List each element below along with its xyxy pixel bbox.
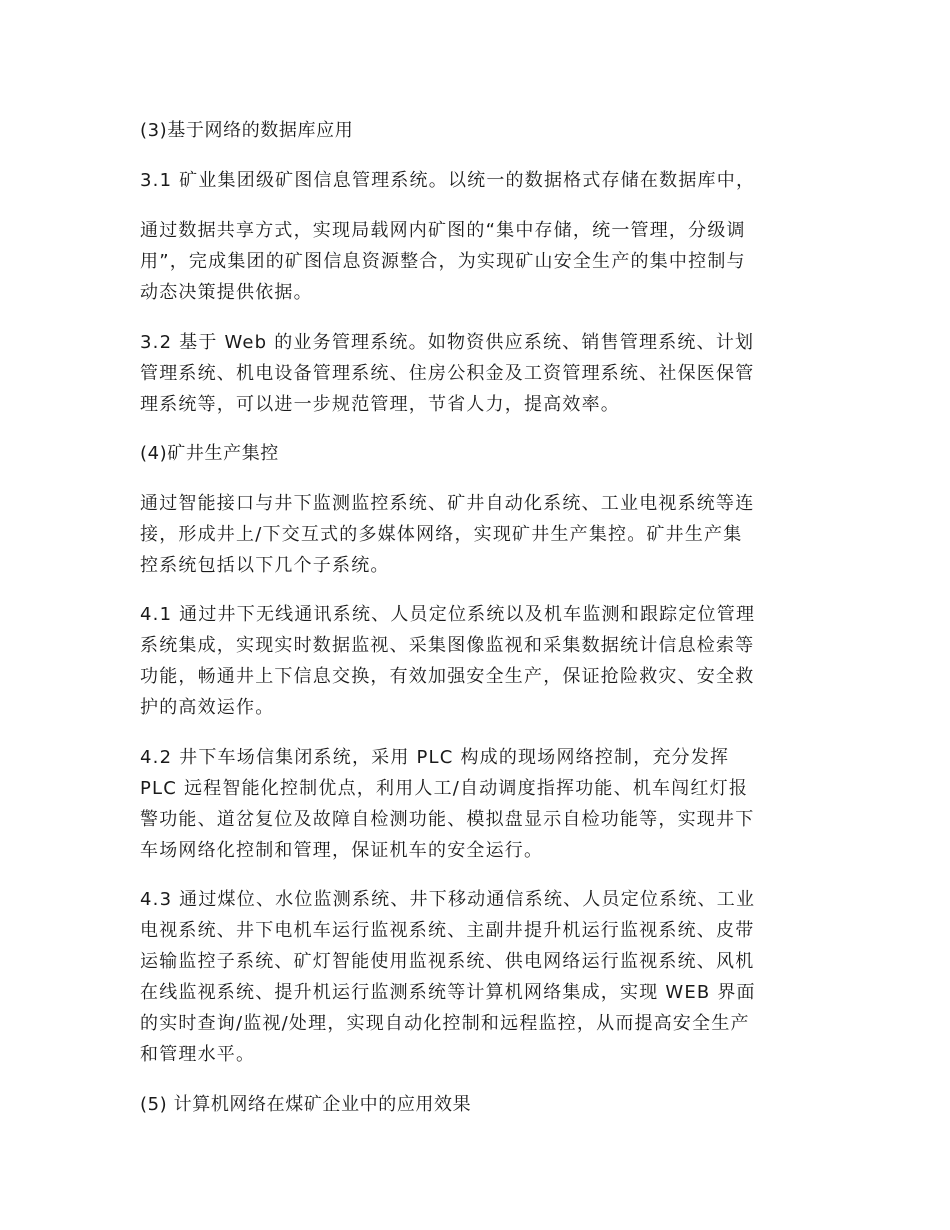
paragraph-line: 运输监控子系统、矿灯智能使用监视系统、供电网络运行监视系统、风机 — [140, 951, 755, 972]
paragraph-line: 车场网络化控制和管理，保证机车的安全运行。 — [140, 840, 544, 861]
paragraph-line: 接，形成井上/下交互式的多媒体网络，实现矿井生产集控。矿井生产集 — [140, 524, 743, 545]
paragraph-line: 在线监视系统、提升机运行监测系统等计算机网络集成，实现 WEB 界面 — [140, 982, 756, 1003]
paragraph-line: 管理系统、机电设备管理系统、住房公积金及工资管理系统、社保医保管 — [140, 363, 755, 384]
paragraph-line: 的实时查询/监视/处理，实现自动化控制和远程监控，从而提高安全生产 — [140, 1013, 750, 1034]
paragraph-line: 动态决策提供依据。 — [140, 282, 313, 303]
section-heading-5: (5) 计算机网络在煤矿企业中的应用效果 — [140, 1094, 472, 1115]
paragraph-line: PLC 远程智能化控制优点，利用人工/自动调度指挥功能、机车闯红灯报 — [140, 778, 749, 799]
paragraph-line: 控系统包括以下几个子系统。 — [140, 555, 390, 576]
section-heading-3: (3)基于网络的数据库应用 — [140, 120, 354, 141]
paragraph-line: 4.1 通过井下无线通讯系统、人员定位系统以及机车监测和跟踪定位管理 — [140, 604, 756, 625]
paragraph-line: 和管理水平。 — [140, 1044, 256, 1065]
section-heading-4: (4)矿井生产集控 — [140, 443, 279, 464]
paragraph-line: 4.3 通过煤位、水位监测系统、井下移动通信系统、人员定位系统、工业 — [140, 889, 756, 910]
paragraph-line: 系统集成，实现实时数据监视、采集图像监视和采集数据统计信息检索等 — [140, 635, 755, 656]
paragraph-line: 用”，完成集团的矿图信息资源整合，为实现矿山安全生产的集中控制与 — [140, 251, 746, 272]
paragraph-line: 通过智能接口与井下监测监控系统、矿井自动化系统、工业电视系统等连 — [140, 493, 755, 514]
paragraph-line: 理系统等，可以进一步规范管理，节省人力，提高效率。 — [140, 394, 620, 415]
paragraph-line: 护的高效运作。 — [140, 697, 275, 718]
paragraph-line: 3.2 基于 Web 的业务管理系统。如物资供应系统、销售管理系统、计划 — [140, 332, 755, 353]
paragraph-line: 电视系统、井下电机车运行监视系统、主副井提升机运行监视系统、皮带 — [140, 920, 755, 941]
paragraph-line: 3.1 矿业集团级矿图信息管理系统。以统一的数据格式存储在数据库中， — [140, 170, 756, 191]
paragraph-line: 警功能、道岔复位及故障自检测功能、模拟盘显示自检功能等，实现井下 — [140, 809, 755, 830]
paragraph-line: 4.2 井下车场信集闭系统，采用 PLC 构成的现场网络控制，充分发挥 — [140, 747, 730, 768]
paragraph-line: 通过数据共享方式，实现局载网内矿图的“集中存储，统一管理，分级调 — [140, 220, 746, 241]
paragraph-line: 功能，畅通井上下信息交换，有效加强安全生产，保证抢险救灾、安全救 — [140, 666, 755, 687]
